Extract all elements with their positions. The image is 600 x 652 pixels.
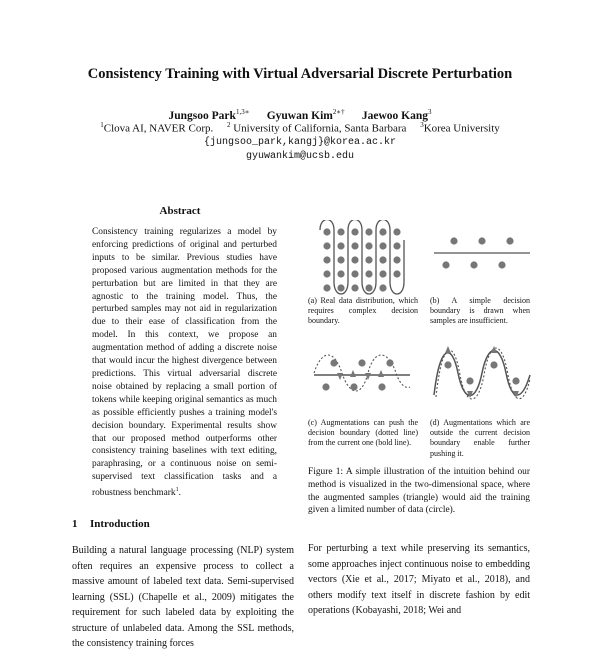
author-line [0, 108, 600, 122]
data-point-circle [466, 377, 473, 384]
footnote-mark: 1 [175, 487, 179, 494]
data-point-circle [337, 284, 344, 291]
data-point-circle [351, 270, 358, 277]
abstract-body [92, 226, 277, 500]
data-point-circle [379, 228, 386, 235]
subcaption-a: (a) Real data distribution, which requires complex decision boundary. [308, 296, 418, 326]
affiliation-line [0, 121, 600, 135]
email-line: gyuwankim@ucsb.edu [245, 151, 355, 162]
author-marks: 1,3∗ [235, 108, 250, 116]
affiliation-mark: 3 [420, 121, 424, 129]
paper-title: Consistency Training with Virtual Adversarial Discrete Perturbation [87, 66, 513, 82]
figure-panel-c [312, 343, 412, 403]
data-point-circle [478, 237, 485, 244]
data-point-circle [351, 242, 358, 249]
data-point-circle [378, 383, 385, 390]
author-name: Jungsoo Park [168, 109, 236, 122]
augmented-sample-triangle [350, 370, 356, 377]
data-point-circle [330, 359, 337, 366]
abstract-text: Consistency training regularizes a model by enforcing predictions of original and perturbed inputs to be similar. Previous studies have proposed various augmentation methods for the perturbation but are limited in that they are agnostic to the training model. Thus, the perturbed samples may not aid in regularization due to their ease of classification from the model. In this context, we propose an augmentation method of adding a discrete noise that would incur the highest divergence between predictions. This virtual adversarial discrete noise obtained by replacing a small portion of tokens while keeping original semantics as much as possible efficiently pushes a training model's decision boundary. Experimental results show that our proposed method outperforms other consistency training baselines with text editing, paraphrasing, or a continuous noise on semi-supervised text classification tasks and a robustness benchmark [92, 227, 277, 499]
figure-panel-d [432, 335, 532, 410]
author-name: Jaewoo Kang [361, 109, 428, 122]
data-point-circle [379, 270, 386, 277]
email-line: {jungsoo_park,kangj}@korea.ac.kr [203, 137, 397, 148]
subcaption-c: (c) Augmentations can push the decision boundary (dotted line) from the current one (bold line). [308, 418, 418, 448]
data-point-circle [322, 383, 329, 390]
data-point-circle [379, 284, 386, 291]
data-point-circle [351, 256, 358, 263]
data-point-circle [498, 261, 505, 268]
data-point-circle [323, 256, 330, 263]
augmented-sample-triangle [337, 373, 343, 380]
data-point-circle [351, 228, 358, 235]
data-point-circle [365, 284, 372, 291]
data-point-circle [490, 361, 497, 368]
affiliation-name: Clova AI, NAVER Corp. [103, 122, 214, 135]
right-column-paragraph: For perturbing a text while preserving its semantics, some approaches inject continuous noise to embedding vectors (Xie et al., 2017; Miyato et al., 2018), and others modify text itself in discrete fashion by edit operations (Kobayashi, 2018; Wei and [308, 543, 530, 616]
author-marks: 3 [427, 108, 432, 116]
augmented-sample-triangle [445, 346, 451, 353]
data-point-circle [444, 361, 451, 368]
data-point-circle [351, 284, 358, 291]
author-marks: 2∗† [332, 108, 345, 116]
data-point-circle [323, 284, 330, 291]
abstract-end: . [178, 488, 181, 499]
affiliation-mark: 1 [100, 121, 104, 129]
data-point-circle [512, 377, 519, 384]
data-point-circle [506, 237, 513, 244]
data-point-circle [358, 359, 365, 366]
figure-panel-a [312, 220, 412, 300]
data-point-circle [386, 359, 393, 366]
decision-boundary-line [434, 351, 530, 396]
data-point-circle [365, 242, 372, 249]
data-point-circle [323, 228, 330, 235]
figure-panel-b [432, 225, 532, 285]
introduction-text: Building a natural language processing (NLP) system often requires an expensive process to collect a massive amount of labeled text data. Semi-supervised learning (SSL) (Chapelle et al., 2009) mitigates the requirement for such labeled data by exploiting the structure of unlabeled data. Among the SSL methods, the consistency training forces [72, 545, 294, 649]
augmented-sample-triangle [378, 370, 384, 377]
data-point-circle [470, 261, 477, 268]
data-point-circle [450, 237, 457, 244]
data-point-circle [337, 242, 344, 249]
data-point-circle [379, 242, 386, 249]
data-point-circle [337, 270, 344, 277]
author-name: Gyuwan Kim [266, 109, 333, 122]
decision-boundary-line [320, 220, 404, 294]
affiliation-name: Korea University [423, 122, 500, 135]
data-point-circle [365, 256, 372, 263]
affiliation-mark: 2 [226, 121, 231, 129]
data-point-circle [365, 270, 372, 277]
section-number: 1 [72, 518, 78, 530]
section-heading-introduction [72, 518, 150, 530]
figure-caption: Figure 1: A simple illustration of the intuition behind our method is visualized in the two-dimensional space, where the augmented samples (triangle) would aid the training given a limited number of data (circle). [308, 467, 530, 516]
data-point-circle [323, 270, 330, 277]
subcaption-d: (d) Augmentations which are outside the current decision boundary enable further pushing it. [430, 418, 530, 458]
data-point-circle [442, 261, 449, 268]
data-point-circle [350, 383, 357, 390]
data-point-circle [379, 256, 386, 263]
data-point-circle [393, 256, 400, 263]
section-title: Introduction [90, 518, 150, 530]
affiliation-name: University of California, Santa Barbara [233, 122, 407, 135]
augmented-sample-triangle [491, 346, 497, 353]
data-point-circle [365, 228, 372, 235]
data-point-circle [393, 270, 400, 277]
data-point-circle [337, 256, 344, 263]
data-point-circle [393, 228, 400, 235]
abstract-heading: Abstract [159, 205, 201, 217]
data-point-circle [393, 242, 400, 249]
subcaption-b: (b) A simple decision boundary is drawn when samples are insufficient. [430, 296, 530, 326]
data-point-circle [337, 228, 344, 235]
data-point-circle [323, 242, 330, 249]
